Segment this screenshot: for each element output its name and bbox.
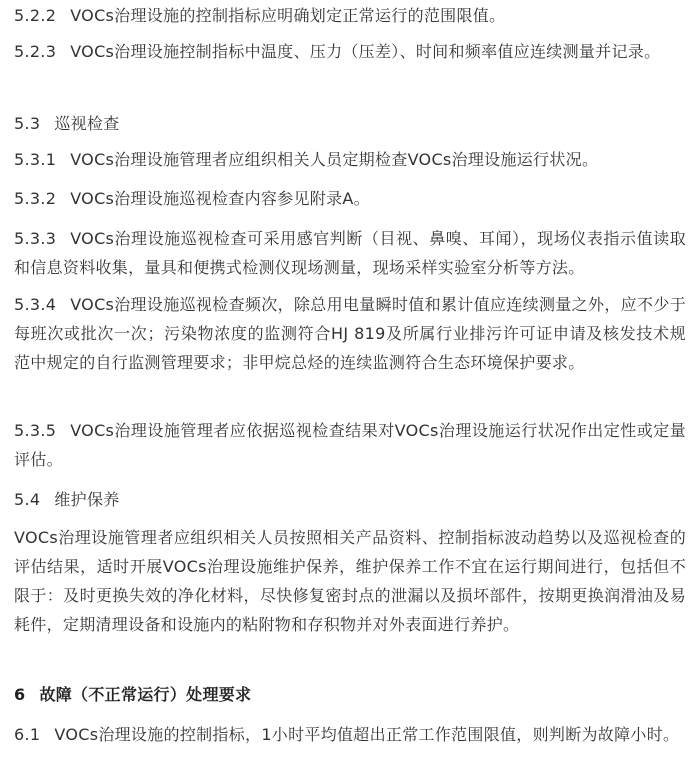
clause-number: 5.3.4 (14, 295, 57, 314)
clause-text: VOCs治理设施管理者应组织相关人员定期检查VOCs治理设施运行状况。 (70, 150, 599, 169)
clause-number: 6.1 (14, 725, 41, 744)
maintenance-paragraph (14, 523, 686, 639)
clause-text: VOCs治理设施的控制指标应明确划定正常运行的范围限值。 (70, 6, 506, 25)
clause-6-1 (14, 720, 686, 749)
clause-text: VOCs治理设施管理者应依据巡视检查结果对VOCs治理设施运行状况作出定性或定量评估。 (14, 421, 686, 469)
clause-text: VOCs治理设施巡视检查频次，除总用电量瞬时值和累计值应连续测量之外，应不少于每班次或批次一次；污染物浓度的监测符合HJ 819及所属行业排污许可证申请及核发技术规范中规定的自行监测管理要求；非甲烷总烃的连续监测符合生态环境保护要求。 (14, 295, 686, 372)
section-title: 维护保养 (54, 490, 120, 509)
clause-text: VOCs治理设施控制指标中温度、压力（压差）、时间和频率值应连续测量并记录。 (70, 42, 661, 61)
clause-number: 5.3.3 (14, 229, 57, 248)
section-number: 6 (14, 685, 26, 704)
clause-5-2-3 (14, 37, 686, 66)
clause-5-3-2 (14, 184, 686, 213)
section-heading-5-4 (14, 485, 686, 514)
clause-text: VOCs治理设施巡视检查内容参见附录A。 (70, 189, 370, 208)
clause-text: VOCs治理设施巡视检查可采用感官判断（目视、鼻嗅、耳闻），现场仪表指示值读取和信息资料收集，量具和便携式检测仪现场测量，现场采样实验室分析等方法。 (14, 229, 686, 277)
clause-5-2-2 (14, 1, 686, 30)
section-title: 巡视检查 (54, 114, 120, 133)
section-heading-5-3 (14, 109, 686, 138)
clause-number: 5.3.5 (14, 421, 57, 440)
paragraph-text: VOCs治理设施管理者应组织相关人员按照相关产品资料、控制指标波动趋势以及巡视检查的评估结果，适时开展VOCs治理设施维护保养，维护保养工作不宜在运行期间进行，包括但不限于：及时更换失效的净化材料，尽快修复密封点的泄漏以及损坏部件，按期更换润滑油及易耗件，定期清理设备和设施内的粘附物和存积物并对外表面进行养护。 (14, 528, 686, 634)
section-heading-6 (14, 680, 686, 709)
clause-number: 5.3.1 (14, 150, 57, 169)
clause-number: 5.2.2 (14, 6, 57, 25)
clause-5-3-5 (14, 416, 686, 474)
clause-number: 5.3.2 (14, 189, 57, 208)
clause-5-3-4 (14, 290, 686, 377)
clause-5-3-1 (14, 145, 686, 174)
clause-5-3-3 (14, 224, 686, 282)
clause-text: VOCs治理设施的控制指标，1小时平均值超出正常工作范围限值，则判断为故障小时。 (54, 725, 680, 744)
section-number: 5.4 (14, 490, 41, 509)
clause-number: 5.2.3 (14, 42, 57, 61)
section-number: 5.3 (14, 114, 41, 133)
section-title: 故障（不正常运行）处理要求 (39, 685, 252, 704)
